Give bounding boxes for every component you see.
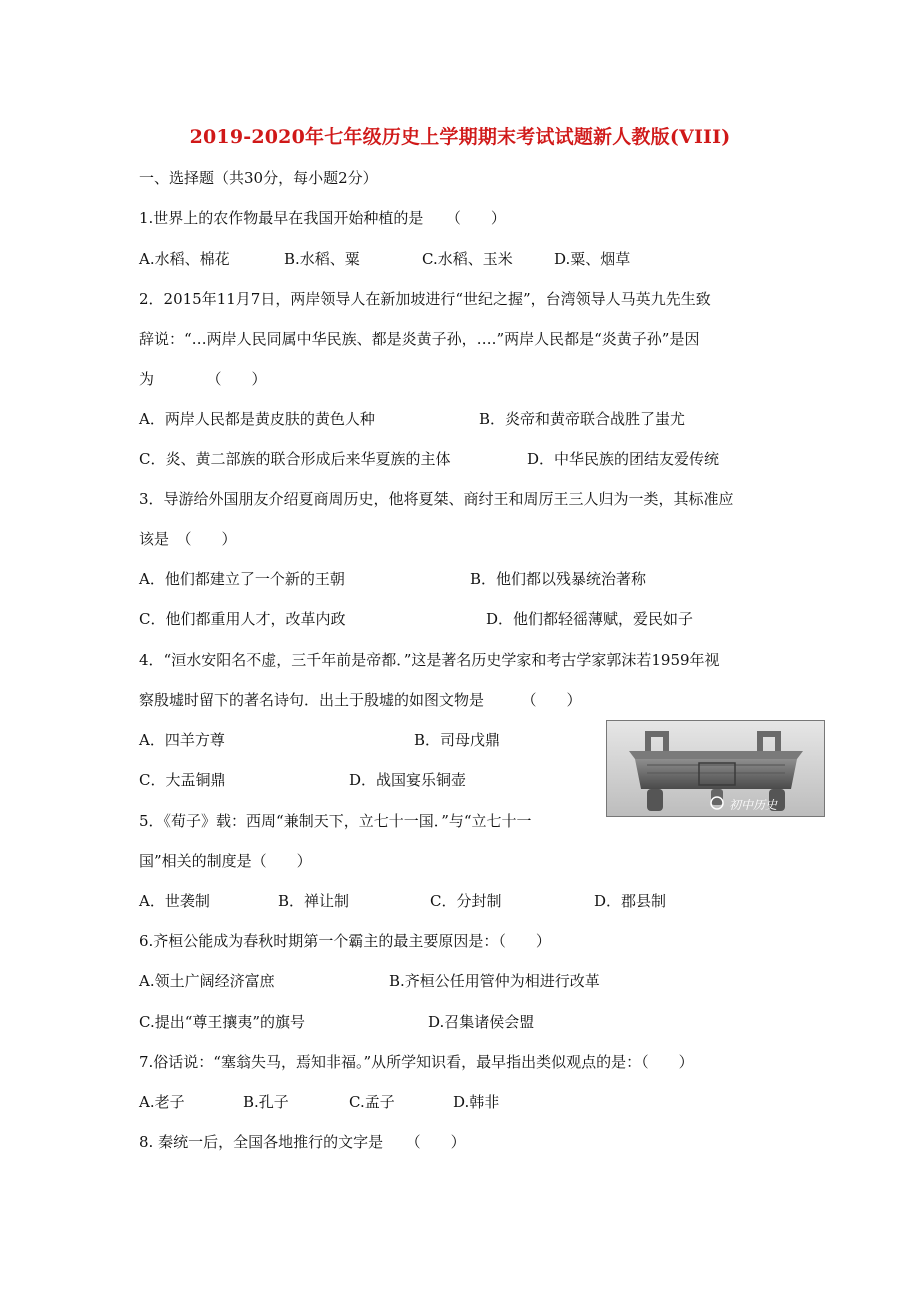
page-title: 2019-2020年七年级历史上学期期末考试试题新人教版(VIII)	[189, 126, 731, 148]
bronze-ding-illustration	[607, 721, 824, 816]
question-2-stem-line-1: 2．2015年11月7日，两岸领导人在新加坡进行“世纪之握”，台湾领导人马英九先生致	[139, 290, 711, 308]
question-2-stem-line-3: 为 （ ）	[139, 370, 267, 388]
option-b: B．炎帝和黄帝联合战胜了蚩尤	[479, 410, 686, 428]
option-b: B.齐桓公任用管仲为相进行改革	[389, 972, 600, 990]
option-b: B．他们都以残暴统治著称	[470, 570, 647, 588]
option-c: C.水稻、玉米	[422, 250, 513, 268]
option-d: D．他们都轻徭薄赋，爱民如子	[486, 610, 694, 628]
question-8-stem: 8. 秦统一后，全国各地推行的文字是 （ ）	[139, 1133, 466, 1151]
option-d: D.召集诸侯会盟	[428, 1013, 535, 1031]
option-d: D．中华民族的团结友爱传统	[527, 450, 720, 468]
option-d: D.韩非	[453, 1093, 500, 1111]
option-d: D.粟、烟草	[554, 250, 631, 268]
option-d: D．郡县制	[594, 892, 667, 910]
option-c: C.提出“尊王攘夷”的旗号	[139, 1013, 306, 1031]
option-b: B.孔子	[243, 1093, 289, 1111]
bronze-ding-image	[606, 720, 825, 817]
question-7-stem: 7.俗话说：“塞翁失马，焉知非福。”从所学知识看，最早指出类似观点的是：（ ）	[139, 1053, 694, 1071]
question-6-stem: 6.齐桓公能成为春秋时期第一个霸主的最主要原因是：（ ）	[139, 932, 551, 950]
option-b: B．司母戊鼎	[414, 731, 501, 749]
option-b: B．禅让制	[278, 892, 350, 910]
question-4-stem-line-1: 4．“洹水安阳名不虚，三千年前是帝都．”这是著名历史学家和考古学家郭沫若1959年视	[139, 651, 720, 669]
option-c: C．分封制	[430, 892, 502, 910]
option-a: A．他们都建立了一个新的王朝	[139, 570, 345, 588]
question-4-stem-line-2: 察殷墟时留下的著名诗句．出土于殷墟的如图文物是 （ ）	[139, 691, 582, 709]
option-a: A.老子	[139, 1093, 185, 1111]
option-a: A．四羊方尊	[139, 731, 225, 749]
option-b: B.水稻、粟	[284, 250, 360, 268]
figure-watermark: 初中历史	[729, 798, 778, 812]
question-1-stem: 1.世界上的农作物最早在我国开始种植的是 （ ）	[139, 209, 506, 227]
option-c: C．炎、黄二部族的联合形成后来华夏族的主体	[139, 450, 451, 468]
question-5-stem-line-1: 5．《荀子》载：西周“兼制天下，立七十一国．”与“立七十一	[139, 812, 532, 830]
option-c: C.孟子	[349, 1093, 395, 1111]
section-heading: 一、选择题（共30分，每小题2分）	[139, 169, 378, 187]
option-c: C．他们都重用人才，改革内政	[139, 610, 346, 628]
option-a: A.领土广阔经济富庶	[139, 972, 275, 990]
option-a: A．两岸人民都是黄皮肤的黄色人种	[139, 410, 375, 428]
question-2-stem-line-2: 辞说：“…两岸人民同属中华民族、都是炎黄子孙，….”两岸人民都是“炎黄子孙”是因	[139, 330, 700, 348]
question-5-stem-line-2: 国”相关的制度是（ ）	[139, 852, 312, 870]
question-3-stem-line-2: 该是 （ ）	[139, 530, 237, 548]
option-a: A.水稻、棉花	[139, 250, 230, 268]
question-3-stem-line-1: 3．导游给外国朋友介绍夏商周历史，他将夏桀、商纣王和周厉王三人归为一类，其标准应	[139, 490, 734, 508]
option-c: C．大盂铜鼎	[139, 771, 226, 789]
option-d: D．战国宴乐铜壶	[349, 771, 467, 789]
option-a: A．世袭制	[139, 892, 210, 910]
